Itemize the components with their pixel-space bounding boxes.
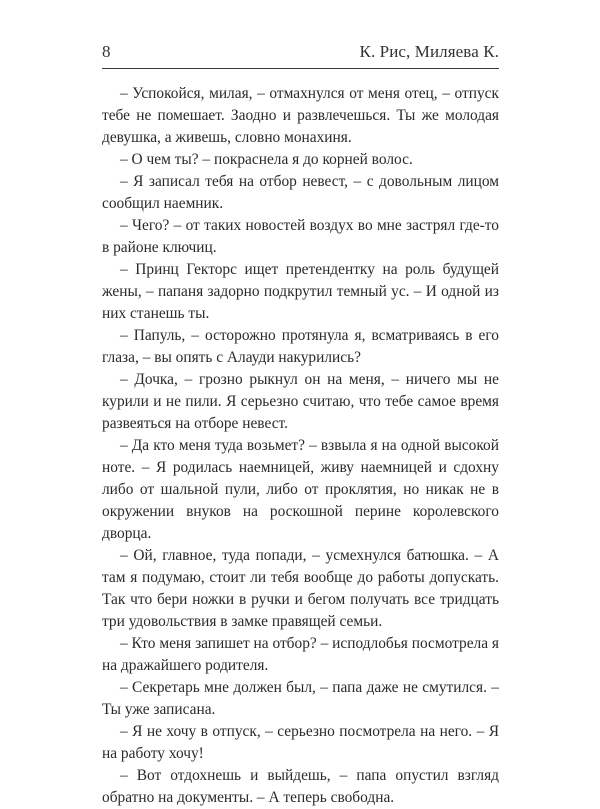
paragraph: – Ой, главное, туда попади, – усмехнулся батюшка. – А там я подумаю, стоит ли тебя вообще до работы допускать. Так что бери ножки в ручки и бегом получать все тридцать три удовольствия в замке правящей семьи. bbox=[102, 547, 499, 630]
running-head: К. Рис, Миляева К. bbox=[359, 42, 499, 61]
header-rule bbox=[102, 68, 499, 69]
paragraph: – Я записал тебя на отбор невест, – с довольным лицом сообщил наемник. bbox=[102, 173, 499, 212]
paragraph: – Я не хочу в отпуск, – серьезно посмотрела на него. – Я на работу хочу! bbox=[102, 723, 499, 762]
paragraph: – Папуль, – осторожно протянула я, всматриваясь в его глаза, – вы опять с Алауди накурились? bbox=[102, 327, 499, 366]
paragraph: – Успокойся, милая, – отмахнулся от меня отец, – отпуск тебе не помешает. Заодно и развлечешься. Ты же молодая девушка, а живешь, словно монахиня. bbox=[102, 85, 499, 146]
paragraph: – Вот отдохнешь и выйдешь, – папа опустил взгляд обратно на документы. – А теперь свободна. bbox=[102, 767, 499, 806]
book-page bbox=[102, 40, 499, 809]
body-text bbox=[102, 83, 499, 809]
paragraph: – Секретарь мне должен был, – папа даже не смутился. – Ты уже записана. bbox=[102, 679, 499, 718]
paragraph: – О чем ты? – покраснела я до корней волос. bbox=[120, 151, 413, 168]
paragraph: – Чего? – от таких новостей воздух во мне застрял где-то в районе ключиц. bbox=[102, 217, 499, 256]
page-header bbox=[102, 40, 499, 66]
paragraph: – Принц Гекторс ищет претендентку на роль будущей жены, – папаня задорно подкрутил темный ус. – И одной из них станешь ты. bbox=[102, 261, 499, 322]
paragraph: – Да кто меня туда возьмет? – взвыла я на одной высокой ноте. – Я родилась наемницей, живу наемницей и сдохну либо от шальной пули, либо от проклятия, но никак не в окружении внуков на роскошной перине королевского дворца. bbox=[102, 437, 499, 542]
paragraph: – Кто меня запишет на отбор? – исподлобья посмотрела я на дражайшего родителя. bbox=[102, 635, 499, 674]
paragraph: – Дочка, – грозно рыкнул он на меня, – ничего мы не курили и не пили. Я серьезно считаю, что тебе самое время развеяться на отборе невест. bbox=[102, 371, 499, 432]
page-number: 8 bbox=[102, 42, 111, 61]
